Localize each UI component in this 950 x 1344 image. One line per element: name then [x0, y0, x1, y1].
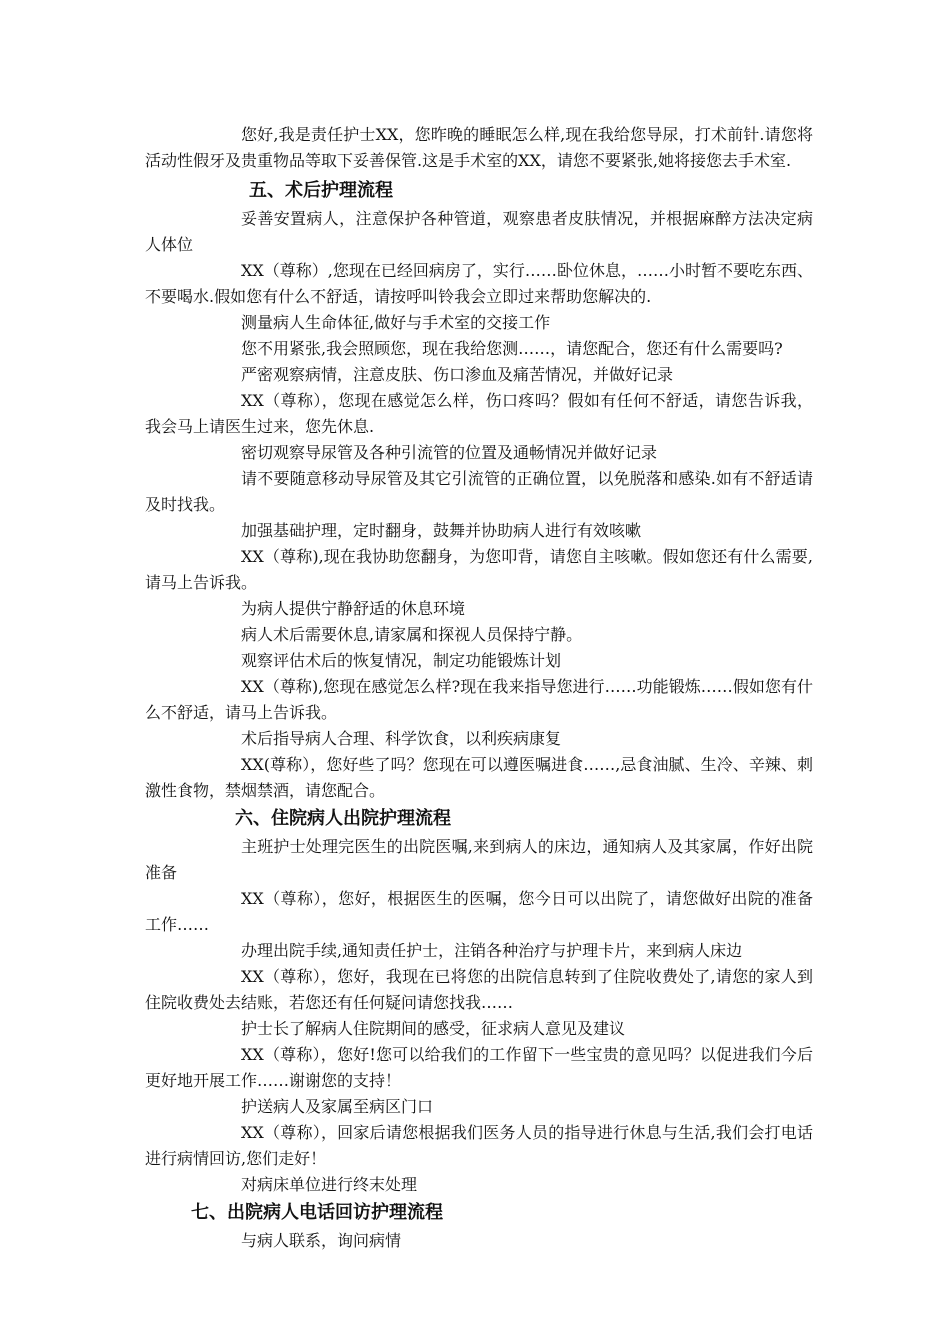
paragraph: XX（尊称),现在我协助您翻身，为您叩背，请您自主咳嗽。假如您还有什么需要,请马上告诉我。	[145, 547, 813, 592]
paragraph: 测量病人生命体征,做好与手术室的交接工作	[241, 313, 551, 332]
paragraph: XX（尊称），回家后请您根据我们医务人员的指导进行休息与生活,我们会打电话进行病情回访,您们走好！	[145, 1123, 813, 1168]
paragraph: 为病人提供宁静舒适的休息环境	[241, 599, 466, 618]
paragraph: XX（尊称），您好!您可以给我们的工作留下一些宝贵的意见吗？以促进我们今后更好地开展工作……谢谢您的支持！	[145, 1045, 813, 1090]
document-body	[145, 122, 813, 1254]
paragraph: 密切观察导尿管及各种引流管的位置及通畅情况并做好记录	[241, 443, 658, 462]
paragraph: 办理出院手续,通知责任护士，注销各种治疗与护理卡片，来到病人床边	[241, 941, 743, 960]
paragraph: 主班护士处理完医生的出院医嘱,来到病人的床边，通知病人及其家属，作好出院准备	[145, 837, 813, 882]
paragraph: XX（尊称),您现在感觉怎么样?现在我来指导您进行……功能锻炼……假如您有什么不舒适，请马上告诉我。	[145, 677, 813, 722]
paragraph: 加强基础护理，定时翻身，鼓舞并协助病人进行有效咳嗽	[241, 521, 642, 540]
section-heading-5: 五、术后护理流程	[249, 180, 393, 201]
paragraph: 严密观察病情，注意皮肤、伤口渗血及痛苦情况，并做好记录	[241, 365, 674, 384]
paragraph: XX（尊称），您现在感觉怎么样，伤口疼吗？假如有任何不舒适，请您告诉我，我会马上请医生过来，您先休息.	[145, 391, 813, 436]
paragraph: 与病人联系，询问病情	[241, 1231, 402, 1250]
paragraph: XX（尊称）,您现在已经回病房了，实行……卧位休息，……小时暂不要吃东西、不要喝水.假如您有什么不舒适，请按呼叫铃我会立即过来帮助您解决的.	[145, 261, 813, 306]
paragraph: XX（尊称），您好，根据医生的医嘱，您今日可以出院了，请您做好出院的准备工作……	[145, 889, 813, 934]
paragraph: XX(尊称），您好些了吗？您现在可以遵医嘱进食……,忌食油腻、生冷、辛辣、刺激性食物，禁烟禁酒，请您配合。	[145, 755, 813, 800]
section-heading-7: 七、出院病人电话回访护理流程	[191, 1202, 443, 1223]
paragraph: 妥善安置病人，注意保护各种管道，观察患者皮肤情况，并根据麻醉方法决定病人体位	[145, 209, 813, 254]
paragraph: 护士长了解病人住院期间的感受，征求病人意见及建议	[241, 1019, 626, 1038]
paragraph: 护送病人及家属至病区门口	[241, 1097, 434, 1116]
paragraph: 您好,我是责任护士XX，您昨晚的睡眠怎么样,现在我给您导尿，打术前针.请您将活动性假牙及贵重物品等取下妥善保管.这是手术室的XX，请您不要紧张,她将接您去手术室.	[145, 125, 813, 170]
paragraph: 术后指导病人合理、科学饮食，以利疾病康复	[241, 729, 562, 748]
paragraph: 观察评估术后的恢复情况，制定功能锻炼计划	[241, 651, 562, 670]
paragraph: 您不用紧张,我会照顾您，现在我给您测……，请您配合，您还有什么需要吗?	[241, 339, 783, 358]
paragraph: 病人术后需要休息,请家属和探视人员保持宁静。	[241, 625, 583, 644]
section-heading-6: 六、住院病人出院护理流程	[235, 808, 451, 829]
paragraph: 请不要随意移动导尿管及其它引流管的正确位置，以免脱落和感染.如有不舒适请及时找我。	[145, 469, 813, 514]
paragraph: 对病床单位进行终末处理	[241, 1175, 418, 1194]
paragraph: XX（尊称），您好，我现在已将您的出院信息转到了住院收费处了,请您的家人到住院收费处去结账，若您还有任何疑问请您找我……	[145, 967, 813, 1012]
